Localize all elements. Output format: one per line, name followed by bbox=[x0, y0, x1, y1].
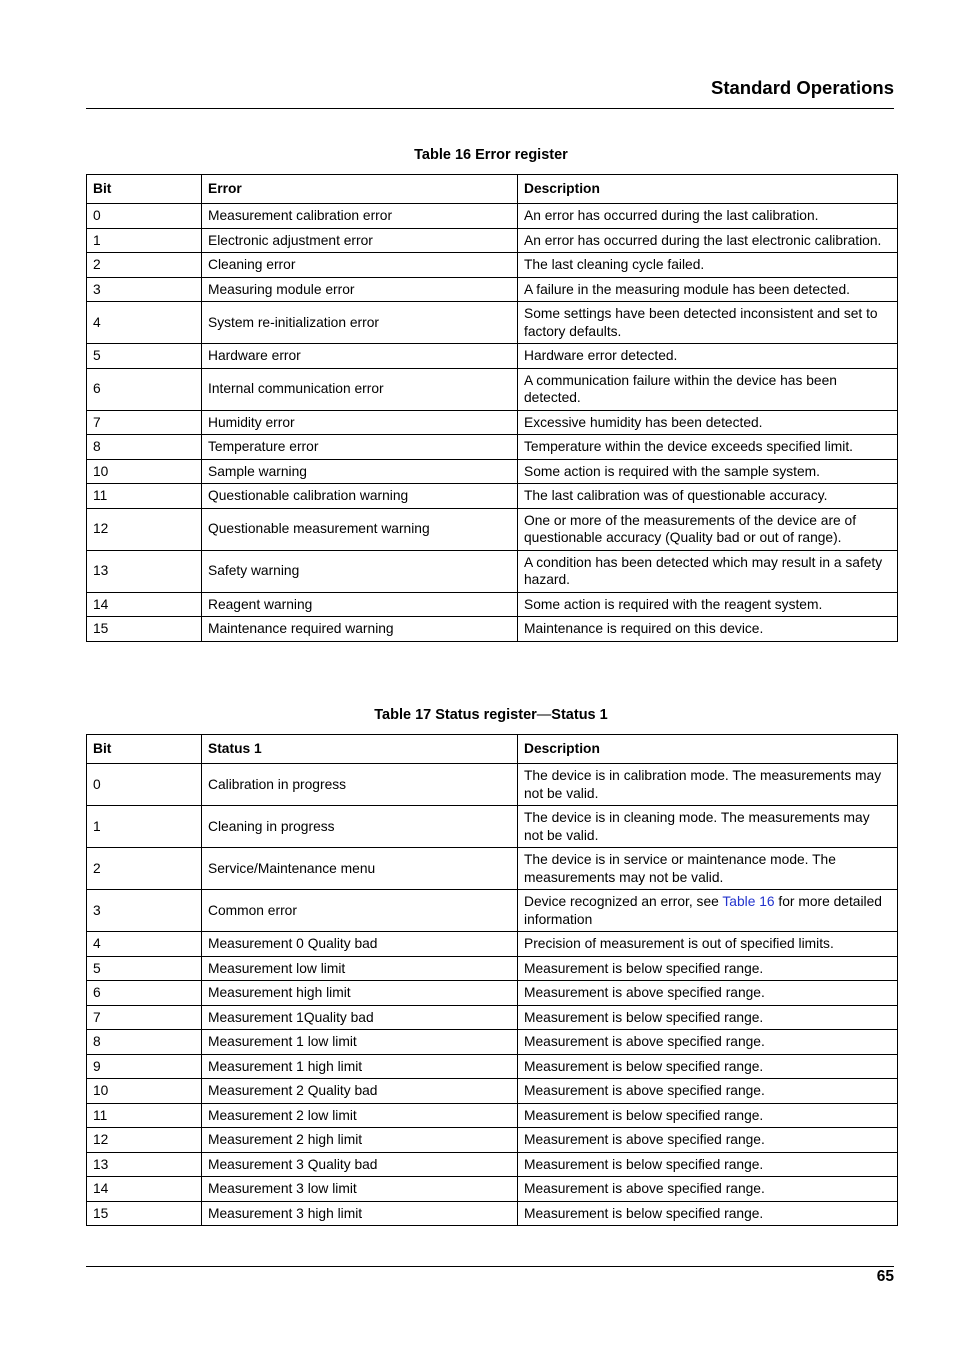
cell-description: Measurement is below specified range. bbox=[518, 1054, 898, 1079]
cell-bit: 3 bbox=[87, 277, 202, 302]
description-text: for more detailed information bbox=[524, 894, 882, 927]
cell-name: Internal communication error bbox=[202, 368, 518, 410]
cell-name: Hardware error bbox=[202, 344, 518, 369]
cell-bit: 15 bbox=[87, 617, 202, 642]
footer-divider bbox=[86, 1266, 894, 1267]
cell-description: Some action is required with the reagent system. bbox=[518, 592, 898, 617]
cell-name: Measurement 1 low limit bbox=[202, 1030, 518, 1055]
table-row bbox=[87, 592, 898, 617]
cell-description: Measurement is above specified range. bbox=[518, 1030, 898, 1055]
table-row bbox=[87, 1054, 898, 1079]
cell-name: Reagent warning bbox=[202, 592, 518, 617]
cell-bit: 5 bbox=[87, 344, 202, 369]
cell-name: Measurement 2 high limit bbox=[202, 1128, 518, 1153]
column-header-bit: Bit bbox=[87, 735, 202, 764]
column-header-status: Status 1 bbox=[202, 735, 518, 764]
table-row bbox=[87, 410, 898, 435]
table-17-caption-dash: — bbox=[536, 707, 552, 723]
table-17-caption-main: Table 17 Status register bbox=[374, 707, 537, 723]
cell-name: Humidity error bbox=[202, 410, 518, 435]
cell-description: The device is in calibration mode. The measurements may not be valid. bbox=[518, 764, 898, 806]
cell-bit: 14 bbox=[87, 592, 202, 617]
cell-description: Measurement is above specified range. bbox=[518, 981, 898, 1006]
cell-name: Cleaning error bbox=[202, 253, 518, 278]
cell-description: Hardware error detected. bbox=[518, 344, 898, 369]
description-text: Device recognized an error, see bbox=[524, 894, 723, 909]
cell-bit: 0 bbox=[87, 204, 202, 229]
table-row bbox=[87, 228, 898, 253]
table-row bbox=[87, 1177, 898, 1202]
cell-bit: 10 bbox=[87, 1079, 202, 1104]
table-row bbox=[87, 435, 898, 460]
cell-description: Temperature within the device exceeds specified limit. bbox=[518, 435, 898, 460]
cell-name: Maintenance required warning bbox=[202, 617, 518, 642]
table-row bbox=[87, 277, 898, 302]
cell-description: A condition has been detected which may result in a safety hazard. bbox=[518, 550, 898, 592]
cell-bit: 9 bbox=[87, 1054, 202, 1079]
cell-bit: 13 bbox=[87, 550, 202, 592]
cell-name: Measurement 3 low limit bbox=[202, 1177, 518, 1202]
table-row bbox=[87, 890, 898, 932]
cell-name: Measurement 3 Quality bad bbox=[202, 1152, 518, 1177]
table-16-caption: Table 16 Error register bbox=[414, 147, 568, 163]
cell-description: Excessive humidity has been detected. bbox=[518, 410, 898, 435]
cell-name: Questionable measurement warning bbox=[202, 508, 518, 550]
cell-name: Measurement high limit bbox=[202, 981, 518, 1006]
cell-description: Measurement is below specified range. bbox=[518, 956, 898, 981]
cell-name: Safety warning bbox=[202, 550, 518, 592]
cell-name: Measurement 0 Quality bad bbox=[202, 932, 518, 957]
cell-name: Measuring module error bbox=[202, 277, 518, 302]
cell-name: System re-initialization error bbox=[202, 302, 518, 344]
table-row bbox=[87, 1030, 898, 1055]
table-header-row bbox=[87, 175, 898, 204]
cell-bit: 3 bbox=[87, 890, 202, 932]
table-row bbox=[87, 459, 898, 484]
cell-description: A failure in the measuring module has been detected. bbox=[518, 277, 898, 302]
table-row bbox=[87, 764, 898, 806]
table-row bbox=[87, 617, 898, 642]
cell-name: Measurement 2 low limit bbox=[202, 1103, 518, 1128]
table-row bbox=[87, 302, 898, 344]
table-row bbox=[87, 806, 898, 848]
cell-bit: 6 bbox=[87, 981, 202, 1006]
table-row bbox=[87, 368, 898, 410]
cell-bit: 0 bbox=[87, 764, 202, 806]
column-header-description: Description bbox=[518, 735, 898, 764]
table-row bbox=[87, 956, 898, 981]
cell-name: Electronic adjustment error bbox=[202, 228, 518, 253]
cell-name: Measurement 1 high limit bbox=[202, 1054, 518, 1079]
cell-name: Measurement 1Quality bad bbox=[202, 1005, 518, 1030]
column-header-description: Description bbox=[518, 175, 898, 204]
page-number: 65 bbox=[876, 1268, 894, 1285]
table-row bbox=[87, 1152, 898, 1177]
cell-bit: 11 bbox=[87, 1103, 202, 1128]
cell-description: Measurement is below specified range. bbox=[518, 1201, 898, 1226]
table-row bbox=[87, 344, 898, 369]
cell-description bbox=[518, 890, 898, 932]
table-row bbox=[87, 932, 898, 957]
cell-description: Measurement is below specified range. bbox=[518, 1005, 898, 1030]
table-row bbox=[87, 204, 898, 229]
cell-bit: 15 bbox=[87, 1201, 202, 1226]
cell-bit: 8 bbox=[87, 1030, 202, 1055]
cell-bit: 8 bbox=[87, 435, 202, 460]
table-row bbox=[87, 484, 898, 509]
table-row bbox=[87, 1079, 898, 1104]
cell-name: Sample warning bbox=[202, 459, 518, 484]
cell-name: Measurement 3 high limit bbox=[202, 1201, 518, 1226]
cell-description: Some settings have been detected inconsistent and set to factory defaults. bbox=[518, 302, 898, 344]
cell-bit: 4 bbox=[87, 302, 202, 344]
cell-name: Service/Maintenance menu bbox=[202, 848, 518, 890]
cell-bit: 5 bbox=[87, 956, 202, 981]
cell-name: Cleaning in progress bbox=[202, 806, 518, 848]
page-header-title: Standard Operations bbox=[711, 77, 894, 98]
cell-name: Questionable calibration warning bbox=[202, 484, 518, 509]
table-row bbox=[87, 981, 898, 1006]
cell-bit: 11 bbox=[87, 484, 202, 509]
table-row bbox=[87, 1128, 898, 1153]
table-row bbox=[87, 1005, 898, 1030]
cell-description: One or more of the measurements of the device are of questionable accuracy (Quality bad or out of range). bbox=[518, 508, 898, 550]
cell-description: Measurement is above specified range. bbox=[518, 1079, 898, 1104]
status-register-table bbox=[86, 734, 898, 1226]
cell-bit: 2 bbox=[87, 848, 202, 890]
column-header-bit: Bit bbox=[87, 175, 202, 204]
table-row bbox=[87, 253, 898, 278]
cell-description: Measurement is below specified range. bbox=[518, 1152, 898, 1177]
cell-description: The device is in service or maintenance mode. The measurements may not be valid. bbox=[518, 848, 898, 890]
cell-bit: 4 bbox=[87, 932, 202, 957]
cell-description: The last calibration was of questionable accuracy. bbox=[518, 484, 898, 509]
table-row bbox=[87, 550, 898, 592]
cell-description: Measurement is below specified range. bbox=[518, 1103, 898, 1128]
cell-bit: 10 bbox=[87, 459, 202, 484]
cell-name: Measurement 2 Quality bad bbox=[202, 1079, 518, 1104]
cell-description: Precision of measurement is out of specified limits. bbox=[518, 932, 898, 957]
cell-description: Maintenance is required on this device. bbox=[518, 617, 898, 642]
cell-description: Measurement is above specified range. bbox=[518, 1177, 898, 1202]
cell-name: Measurement calibration error bbox=[202, 204, 518, 229]
table-row bbox=[87, 848, 898, 890]
error-register-table bbox=[86, 174, 898, 642]
table-row bbox=[87, 508, 898, 550]
cell-name: Common error bbox=[202, 890, 518, 932]
cell-bit: 1 bbox=[87, 806, 202, 848]
cell-bit: 13 bbox=[87, 1152, 202, 1177]
cell-bit: 7 bbox=[87, 1005, 202, 1030]
cell-name: Temperature error bbox=[202, 435, 518, 460]
cell-name: Calibration in progress bbox=[202, 764, 518, 806]
column-header-error: Error bbox=[202, 175, 518, 204]
table-header-row bbox=[87, 735, 898, 764]
cell-bit: 2 bbox=[87, 253, 202, 278]
cell-name: Measurement low limit bbox=[202, 956, 518, 981]
table-16-link[interactable]: Table 16 bbox=[722, 894, 775, 909]
cell-description: The last cleaning cycle failed. bbox=[518, 253, 898, 278]
cell-bit: 12 bbox=[87, 1128, 202, 1153]
table-17-caption bbox=[86, 707, 896, 723]
cell-description: The device is in cleaning mode. The measurements may not be valid. bbox=[518, 806, 898, 848]
table-row bbox=[87, 1103, 898, 1128]
cell-description: Measurement is above specified range. bbox=[518, 1128, 898, 1153]
cell-bit: 6 bbox=[87, 368, 202, 410]
cell-description: An error has occurred during the last calibration. bbox=[518, 204, 898, 229]
cell-description: A communication failure within the device has been detected. bbox=[518, 368, 898, 410]
cell-bit: 14 bbox=[87, 1177, 202, 1202]
cell-bit: 7 bbox=[87, 410, 202, 435]
cell-description: An error has occurred during the last electronic calibration. bbox=[518, 228, 898, 253]
cell-description: Some action is required with the sample system. bbox=[518, 459, 898, 484]
table-17-caption-sub: Status 1 bbox=[551, 707, 608, 723]
table-row bbox=[87, 1201, 898, 1226]
cell-bit: 1 bbox=[87, 228, 202, 253]
cell-bit: 12 bbox=[87, 508, 202, 550]
header-divider bbox=[86, 108, 894, 109]
